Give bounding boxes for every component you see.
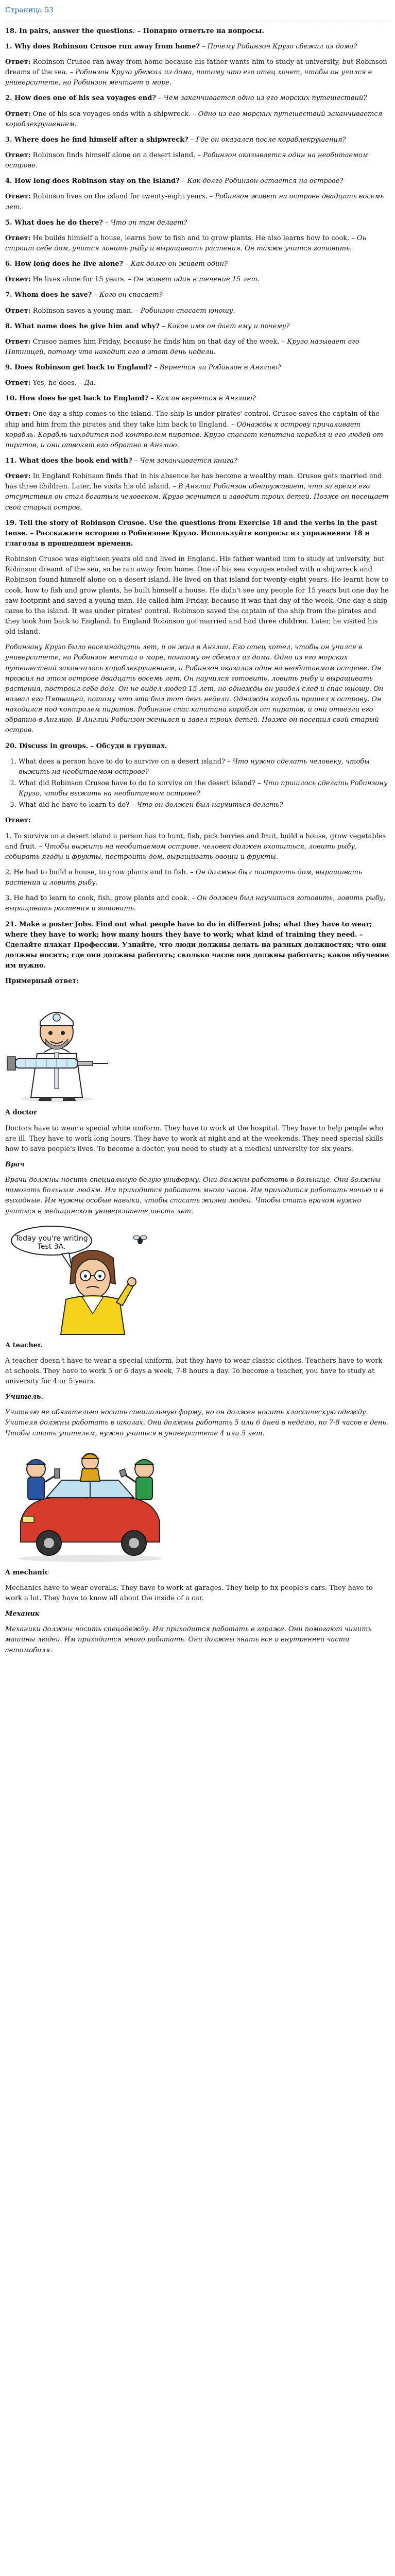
ex18-answer-label: Ответ:: [5, 337, 31, 346]
ex18-question-ru: – Вернется ли Робинзон в Англию?: [152, 364, 281, 372]
ex18-answer-ru: – В Англии Робинзон обнаруживает, что за время его отсутствия он стал богатым человеком. Крузо женится и заводит троих детей. Позже он посещает свой старый остров.: [5, 483, 389, 512]
ex20-question-list: [5, 757, 390, 811]
ex18-answer: [5, 109, 390, 130]
ex18-question-ru: – Какое имя он дает ему и почему?: [160, 322, 290, 330]
ex18-answer-label: Ответ:: [5, 110, 31, 118]
ex18-question-en: 2. How does one of his sea voyages end?: [5, 94, 156, 103]
ex18-answer-en: Robinson saves a young man.: [30, 307, 133, 315]
job-teacher-text-ru: Учителю не обязательно носить специальную форму, но он должен носить классическую одежду. Учителя должны работать в школах. Они должны работать 5 или 6 дней в неделю, по 7-8 часов в день. Чтобы стать учителем, нужно учиться в университете 4 или 5 лет.: [5, 1409, 388, 1437]
ex18-answer-label: Ответ:: [5, 234, 31, 242]
teacher-illustration: [5, 1222, 160, 1335]
ex20-question-en: What did Robinson Crusoe have to do to survive on the desert island?: [19, 779, 256, 787]
ex18-question-en: 6. How long does he live alone?: [5, 260, 124, 268]
ex18-question: [5, 218, 390, 228]
ex20-answer-en: 1. To survive on a desert island a person has to hunt, fish, pick berries and fruit, build a house, grow vegetables and fruit.: [5, 832, 386, 851]
ex18-answer-label: Ответ:: [5, 472, 31, 481]
ex18-question-en: 7. Whom does he save?: [5, 291, 92, 299]
job-doctor-title: A doctor: [5, 1109, 37, 1117]
ex18-answer-ru: – Робинзон оказывается один на необитаемом острове.: [5, 151, 368, 170]
ex18-answer-ru: – Крузо называет его Пятницей, потому что находит его в этот день недели.: [5, 337, 359, 356]
ex18-question-en: 8. What name does he give him and why?: [5, 322, 160, 330]
ex18-answer-ru: – Робинзон живет на острове двадцать восемь лет.: [5, 193, 384, 211]
ex18-question-ru: – Как долго Робинзон остается на острове?: [179, 177, 344, 185]
ex18-answer: [5, 471, 390, 513]
ex18-answer: [5, 409, 390, 451]
ex18-question-en: 3. Where does he find himself after a shipwreck?: [5, 135, 188, 144]
ex20-answer-ru: – Он должен был построить дом, выращивать растения и ловить рыбу.: [5, 868, 362, 887]
ex18-answer-label: Ответ:: [5, 58, 31, 66]
page-title: Страница 53: [5, 5, 390, 21]
ex18-answer: [5, 57, 390, 88]
ex21-example-label: Примерный ответ:: [5, 977, 79, 986]
ex18-question-en: 10. How does he get back to England?: [5, 395, 148, 403]
ex18-question-ru: – Где он оказался после кораблекрушения?: [188, 135, 346, 144]
ex18-answer-en: Robinson lives on the island for twenty-eight years.: [30, 193, 208, 201]
ex18-question: [5, 456, 390, 466]
ex18-question: [5, 363, 390, 373]
job-mechanic-text: Mechanics have to wear overalls. They have to work at garages. They help to fix people's cars. They have to work a lot. They have to know all about the inside of a car.: [5, 1584, 373, 1603]
ex18-answer-en: He lives alone for 15 years.: [30, 276, 126, 284]
ex20-question-en: What did he have to learn to do?: [19, 801, 130, 809]
job-mechanic-title-ru: Механик: [5, 1610, 40, 1618]
job-doctor-title-ru: Врач: [5, 1160, 25, 1168]
ex18-answer-label: Ответ:: [5, 410, 31, 418]
ex20-answer-ru: – Чтобы выжить на необитаемом острове, человек должен охотиться, ловить рыбу, собирать ягоды и фрукты, построить дом, выращивать овощи и фрукты.: [5, 842, 357, 861]
ex18-items: [5, 42, 390, 513]
job-teacher-title-ru: Учитель.: [5, 1393, 43, 1401]
job-mechanic-text-ru: Механики должны носить спецодежду. Им приходится работать в гараже. Они помогают чинить машины людей. Им приходится много работать. Они должны знать все о внутренней части автомобиля.: [5, 1625, 372, 1654]
ex18-question-ru: – Что он там делает?: [102, 218, 187, 227]
ex20-answer: [5, 832, 390, 862]
ex18-answer: [5, 306, 390, 316]
ex18-answer-label: Ответ:: [5, 193, 31, 201]
ex18-heading-ru: – Попарно ответьте на вопросы.: [135, 27, 265, 35]
doctor-illustration: [5, 992, 113, 1103]
ex18-answer-en: He builds himself a house, learns how to fish and to grow plants. He also learns how to cook.: [30, 234, 350, 242]
mechanic-illustration: [5, 1444, 175, 1563]
ex18-answer: [5, 275, 390, 285]
job-teacher-text: A teacher doesn't have to wear a special uniform, but they have to wear classic clothes. Teachers have to work at schools. They have to work 5 or 6 days a week, 7-8 hours a day. To become a teacher, you have to study at university for 4 or 5 years.: [5, 1357, 383, 1386]
ex18-answer: [5, 378, 390, 388]
ex19-heading-en: 19. Tell the story of Robinson Crusoe. Use the questions from Exercise 18 and the verbs in the past tense.: [5, 519, 377, 537]
ex18-question-ru: – Как долго он живет один?: [123, 260, 228, 268]
ex20-heading-ru: – Обсуди в группах.: [88, 742, 167, 750]
ex18-question-en: 4. How long does Robinson stay on the island?: [5, 177, 180, 185]
ex19-heading-ru: – Расскажите историю о Робинзоне Крузо. Используйте вопросы из упражнения 18 и глаголы в прошедшем времени.: [5, 529, 370, 548]
ex18-answer: [5, 337, 390, 358]
ex18-answer: [5, 150, 390, 171]
ex20-question: [19, 800, 390, 810]
ex18-answer-ru: – Робинзон спасает юношу.: [133, 307, 235, 315]
ex19-story-en: Robinson Crusoe was eighteen years old and lived in England. His father wanted him to study at university, but Robinson dreamt of the sea, so he ran away from home. One of his sea voyages ended with a shipwreck and Robinson found himself alone on a desert island. He lived on that island for twenty-eight years. He learnt how to cook, how to fish and grow plants, he built himself a house. He didn't see any people for 15 years but one day he saw footprint and saved a young man. He called him Friday, because it was that day of the week. One day a ship came to the island. It was under pirates' control. Robinson saved the captain of the ship from the pirates and they took him back to England. In England Robinson got married and had three children. Later, he visited his old island.: [5, 555, 389, 636]
ex18-question-en: 1. Why does Robinson Crusoe run away from home?: [5, 42, 200, 50]
ex18-answer-en: One of his sea voyages ends with a shipwreck.: [30, 110, 191, 118]
ex18-answer-en: In England Robinson finds that in his absence he has become a wealthy man. Crusoe gets married and has three children. Later, he visits his old island.: [5, 472, 382, 491]
ex18-answer-ru: – Однажды к острову причаливает корабль. Корабль находится под контролем пиратов. Крузо спасает капитана корабля и его людей от пиратов, и они отвозят его обратно в Англию.: [5, 420, 383, 449]
teacher-bubble-text: Today you're writing Test 3A.: [15, 1234, 88, 1251]
ex20-answers: [5, 832, 390, 914]
mechanic-figure: [80, 1453, 100, 1481]
ex19-heading: [5, 518, 390, 549]
ex18-answer-en: Yes, he does.: [30, 379, 77, 387]
ex20-question-en: What does a person have to do to survive on a desert island?: [19, 757, 226, 766]
ex18-answer-label: Ответ:: [5, 307, 31, 315]
ex20-answer-en: 2. He had to build a house, to grow plants and to fish.: [5, 868, 188, 876]
ex20-answer: [5, 868, 390, 888]
ex20-answer: [5, 893, 390, 914]
ex18-answer-ru: – Да.: [76, 379, 96, 387]
ex18-question: [5, 135, 390, 145]
ex18-question-ru: – Почему Робинзон Крузо сбежал из дома?: [200, 42, 357, 50]
ex18-heading: [5, 26, 390, 37]
ex18-heading-en: 18. In pairs, answer the questions.: [5, 27, 135, 35]
ex20-heading: [5, 741, 390, 752]
ex18-answer-en: Robinson Crusoe ran away from home because his father wants him to study at university, but Robinson dreams of the sea.: [5, 58, 387, 77]
ex18-answer-ru: – Он строит себе дом, учится ловить рыбу и выращивать растения. Он также учится готовить.: [5, 234, 367, 252]
ex18-answer: [5, 192, 390, 212]
ex18-answer-en: One day a ship comes to the island. The ship is under pirates' control. Crusoe saves the captain of the ship and him from the pirates and they take him back to England.: [5, 410, 380, 429]
ex18-answer-ru: – Робинзон Крузо убежал из дома, потому что его отец хочет, чтобы он учился в университете, но Робинзон мечтает о море.: [5, 69, 372, 87]
ex18-question: [5, 176, 390, 187]
ex20-question: [19, 778, 390, 799]
ex20-question-ru: – Что нужно сделать человеку, чтобы выжить на необитаемом острове?: [19, 757, 370, 776]
ex18-question: [5, 290, 390, 300]
ex20-question: [19, 757, 390, 777]
job-doctor-text: Doctors have to wear a special white uniform. They have to work at the hospital. They have to help people who are ill. They have to work long hours. They have to work at night and at the weekends. They need special skills how to save people's lives. To become a doctor, you need to study at a medical university for six years.: [5, 1124, 384, 1153]
ex18-question: [5, 394, 390, 404]
ex18-answer: [5, 233, 390, 254]
ex20-answer-en: 3. He had to learn to cook, fish, grow plants and cook.: [5, 894, 190, 903]
ex18-answer-label: Ответ:: [5, 276, 31, 284]
ex19-story-ru: Робинзону Крузо было восемнадцать лет, и он жил в Англии. Его отец хотел, чтобы он учился в университете, но Робинзон мечтал о море, поэтому он сбежал из дома. Одно из его морских путешествий закончилось кораблекрушением, и Робинзон оказался один на необитаемом острове. Он прожил на этом острове двадцать восемь лет. Он научился готовить, ловить рыбу и выращивать растения, построил себе дом. Он не видел людей 15 лет, но однажды он увидел след и спас юношу. Он назвал его Пятницей, потому что это был тот день недели. Однажды корабль пришел к острову. Он находился под контролем пиратов. Робинзон спас капитана корабля от пиратов, и они отвезли его обратно в Англию. В Англии Робинзон женился и завел троих детей. Позже он посетил свой старый остров.: [5, 643, 384, 735]
ex18-question-en: 11. What does the book end with?: [5, 457, 132, 465]
ex18-question-ru: – Чем заканчивается одно из его морских путешествий?: [156, 94, 367, 103]
ex18-question: [5, 259, 390, 269]
ex18-question: [5, 42, 390, 52]
ex21-heading: [5, 920, 390, 972]
fly-icon: [133, 1235, 147, 1244]
ex18-question-en: 5. What does he do there?: [5, 218, 103, 227]
ex18-question-ru: – Кого он спасает?: [92, 291, 163, 299]
ex20-answer-label: Ответ:: [5, 817, 31, 825]
ex21-heading-en: 21. Make a poster Jobs. Find out what people have to do in different jobs; what they have to wear; where they have to work; how many hours they have to work; what kind of training they need.: [5, 920, 372, 939]
ex18-answer-en: Crusoe names him Friday, because he finds him on that day of the week.: [30, 337, 280, 346]
ex20-question-ru: – Что он должен был научиться делать?: [129, 801, 283, 809]
ex18-answer-en: Robinson finds himself alone on a desert island.: [30, 151, 196, 159]
ex21-heading-ru: – Сделайте плакат Профессии. Узнайте, что люди должны делать на разных должностях; что они должны носить; где они должны работать; сколько часов они должны работать; какое обучение им нужно.: [5, 930, 389, 970]
ex20-heading-en: 20. Discuss in groups.: [5, 742, 89, 750]
job-doctor-text-ru: Врачи должны носить специальную белую униформу. Они должны работать в больнице. Они должны помогать больным людям. Им приходится работать много часов. Им приходится работать ночью и в выходные. Им нужны особые навыки, чтобы спасать жизни людей. Чтобы стать врачом нужно учиться в медицинском университете шесть лет.: [5, 1176, 384, 1215]
ex18-question-ru: – Как он вернется в Англию?: [148, 395, 256, 403]
ex18-question-en: 9. Does Robinson get back to England?: [5, 364, 152, 372]
job-mechanic-title: A mechanic: [5, 1568, 49, 1577]
ex18-question: [5, 93, 390, 104]
ex18-answer-ru: – Он живет один в течение 15 лет.: [126, 276, 260, 284]
ex18-question: [5, 321, 390, 332]
ex18-answer-label: Ответ:: [5, 151, 31, 159]
ex18-answer-ru: – Одно из его морских путешествий заканчивается кораблекрушением.: [5, 110, 383, 128]
ex20-answer-ru: – Он должен был научиться готовить, ловить рыбу, выращивать растения и готовить.: [5, 894, 386, 913]
job-teacher-title: A teacher.: [5, 1341, 43, 1349]
ex20-question-ru: – Что пришлось сделать Робинзону Крузо, чтобы выжить на необитаемом острове?: [19, 779, 388, 798]
ex18-answer-label: Ответ:: [5, 379, 31, 387]
ex18-question-ru: – Чем заканчивается книга?: [132, 457, 237, 465]
